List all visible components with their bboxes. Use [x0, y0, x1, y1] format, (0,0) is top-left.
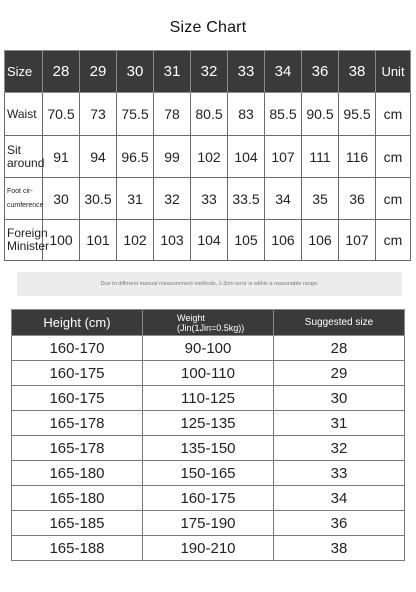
table-cell: 95.5 — [339, 93, 376, 136]
weight-header — [143, 310, 274, 336]
size-cell: 28 — [274, 336, 405, 361]
size-table-header-row — [5, 51, 411, 93]
table-cell: 83 — [228, 93, 265, 136]
table-cell: 99 — [154, 136, 191, 178]
suggested-size-header: Suggested size — [274, 310, 405, 336]
unit-cell: cm — [376, 93, 411, 136]
table-cell: 103 — [154, 220, 191, 261]
table-row — [12, 436, 405, 461]
table-cell: 94 — [80, 136, 117, 178]
size-header-label: Size — [5, 51, 43, 93]
table-cell: 33.5 — [228, 178, 265, 220]
height-cell: 165-180 — [12, 461, 143, 486]
size-header-cell: 28 — [43, 51, 80, 93]
table-cell: 75.5 — [117, 93, 154, 136]
size-cell: 29 — [274, 361, 405, 386]
measurement-note: Due to different manual measurement methods, 1-3cm error is within a reasonable range. — [17, 272, 402, 296]
table-row — [12, 336, 405, 361]
weight-cell: 190-210 — [143, 536, 274, 561]
row-label: Sit around — [5, 136, 43, 178]
table-cell: 106 — [302, 220, 339, 261]
table-cell: 104 — [228, 136, 265, 178]
table-cell: 78 — [154, 93, 191, 136]
height-cell: 165-178 — [12, 411, 143, 436]
table-cell: 34 — [265, 178, 302, 220]
height-header: Height (cm) — [12, 310, 143, 336]
table-cell: 85.5 — [265, 93, 302, 136]
weight-cell: 90-100 — [143, 336, 274, 361]
height-cell: 160-170 — [12, 336, 143, 361]
table-cell: 107 — [339, 220, 376, 261]
size-header-cell: 33 — [228, 51, 265, 93]
size-cell: 38 — [274, 536, 405, 561]
table-cell: 35 — [302, 178, 339, 220]
size-table — [4, 50, 411, 261]
height-cell: 165-188 — [12, 536, 143, 561]
height-cell: 165-180 — [12, 486, 143, 511]
size-cell: 33 — [274, 461, 405, 486]
table-row — [5, 178, 411, 220]
weight-cell: 135-150 — [143, 436, 274, 461]
size-cell: 30 — [274, 386, 405, 411]
weight-cell: 160-175 — [143, 486, 274, 511]
table-cell: 80.5 — [191, 93, 228, 136]
table-cell: 104 — [191, 220, 228, 261]
height-cell: 165-178 — [12, 436, 143, 461]
table-row — [5, 136, 411, 178]
unit-header-label: Unit — [376, 51, 411, 93]
table-row — [12, 411, 405, 436]
table-row — [5, 93, 411, 136]
row-label: Foot cir-cumference — [5, 178, 43, 220]
weight-cell: 175-190 — [143, 511, 274, 536]
size-header-cell: 34 — [265, 51, 302, 93]
height-cell: 160-175 — [12, 386, 143, 411]
table-cell: 101 — [80, 220, 117, 261]
table-row — [12, 461, 405, 486]
unit-cell: cm — [376, 136, 411, 178]
table-cell: 30.5 — [80, 178, 117, 220]
table-cell: 102 — [191, 136, 228, 178]
row-label: Foreign Minister — [5, 220, 43, 261]
size-header-cell: 29 — [80, 51, 117, 93]
size-cell: 31 — [274, 411, 405, 436]
unit-cell: cm — [376, 220, 411, 261]
row-label: Waist — [5, 93, 43, 136]
unit-cell: cm — [376, 178, 411, 220]
size-header-cell: 36 — [302, 51, 339, 93]
size-header-cell: 31 — [154, 51, 191, 93]
weight-cell: 150-165 — [143, 461, 274, 486]
table-cell: 102 — [117, 220, 154, 261]
table-row — [5, 220, 411, 261]
size-cell: 36 — [274, 511, 405, 536]
table-cell: 36 — [339, 178, 376, 220]
size-header-cell: 30 — [117, 51, 154, 93]
height-cell: 165-185 — [12, 511, 143, 536]
height-weight-table — [11, 309, 405, 561]
table-row — [12, 361, 405, 386]
weight-cell: 100-110 — [143, 361, 274, 386]
weight-header-line1: Weight — [177, 312, 205, 323]
table-cell: 105 — [228, 220, 265, 261]
height-cell: 160-175 — [12, 361, 143, 386]
table-cell: 91 — [43, 136, 80, 178]
weight-cell: 110-125 — [143, 386, 274, 411]
table-cell: 31 — [117, 178, 154, 220]
size-cell: 32 — [274, 436, 405, 461]
table-row — [12, 536, 405, 561]
table-row — [12, 511, 405, 536]
table-cell: 100 — [43, 220, 80, 261]
height-table-header-row — [12, 310, 405, 336]
size-cell: 34 — [274, 486, 405, 511]
table-cell: 116 — [339, 136, 376, 178]
table-row — [12, 386, 405, 411]
table-cell: 107 — [265, 136, 302, 178]
size-header-cell: 32 — [191, 51, 228, 93]
table-cell: 106 — [265, 220, 302, 261]
table-cell: 73 — [80, 93, 117, 136]
table-cell: 33 — [191, 178, 228, 220]
table-cell: 32 — [154, 178, 191, 220]
page-title: Size Chart — [169, 19, 247, 36]
table-cell: 111 — [302, 136, 339, 178]
table-cell: 30 — [43, 178, 80, 220]
weight-header-line2: (Jin(1Jin=0.5kg)) — [177, 322, 245, 333]
table-cell: 90.5 — [302, 93, 339, 136]
table-cell: 70.5 — [43, 93, 80, 136]
table-row — [12, 486, 405, 511]
table-cell: 96.5 — [117, 136, 154, 178]
size-header-cell: 38 — [339, 51, 376, 93]
weight-cell: 125-135 — [143, 411, 274, 436]
